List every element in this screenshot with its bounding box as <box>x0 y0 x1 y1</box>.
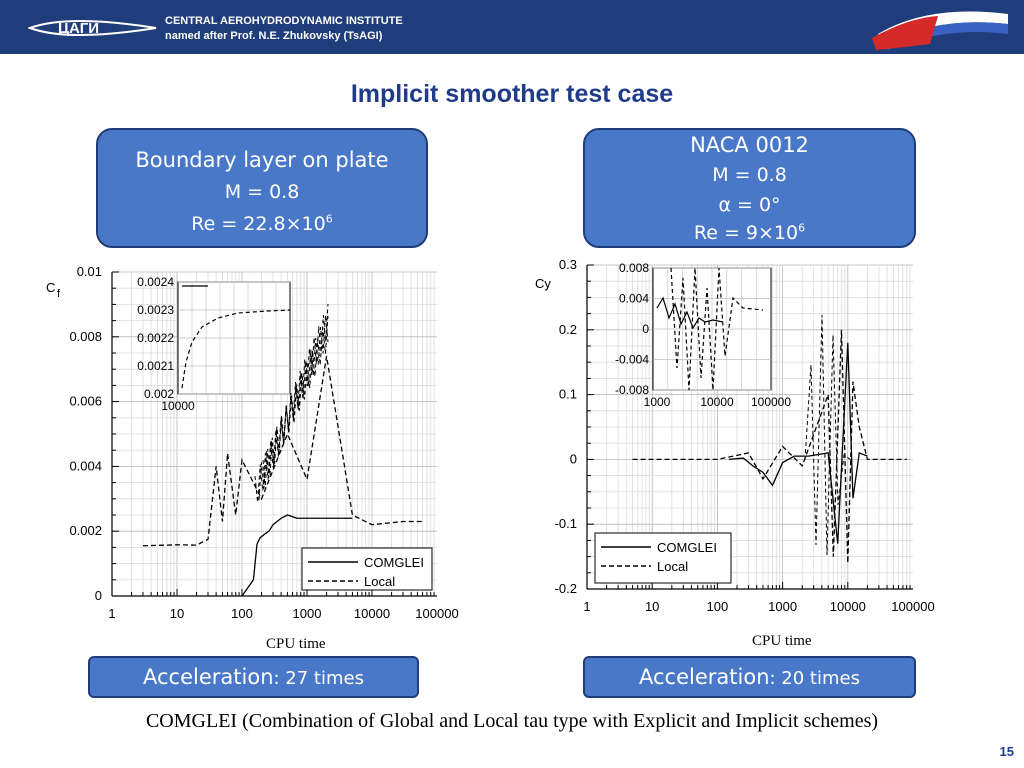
left-case-mach: M = 0.8 <box>224 181 300 203</box>
lift-coefficient-chart <box>525 255 945 630</box>
x-tick-label: 10000 <box>353 606 391 621</box>
x-tick-label: 100000 <box>415 606 459 621</box>
legend-entry: Local <box>364 574 396 589</box>
y-tick-label: -0.1 <box>554 516 577 532</box>
y-tick-label: 0.1 <box>558 386 577 402</box>
x-tick-label: 10 <box>169 606 185 621</box>
left-case-name: Boundary layer on plate <box>135 148 389 172</box>
y-tick-label: 0.002 <box>69 523 102 539</box>
right-acceleration-box <box>583 656 916 698</box>
x-tick-label: 1 <box>583 599 591 614</box>
legend-entry: COMGLEI <box>657 540 717 555</box>
legend-entry: COMGLEI <box>364 555 424 570</box>
inset-x-tick-label: 1000 <box>643 395 671 409</box>
y-tick-label: 0.01 <box>76 264 102 279</box>
right-acceleration-label: Acceleration <box>639 665 770 689</box>
x-tick-label: 100 <box>706 599 729 614</box>
institute-name <box>165 14 403 44</box>
right-case-mach: M = 0.8 <box>712 164 787 186</box>
inset-y-tick-label: 0.008 <box>618 261 649 275</box>
page-number: 15 <box>999 744 1014 759</box>
slide-title: Implicit smoother test case <box>350 80 674 108</box>
inset-x-tick-label: 100000 <box>750 395 792 409</box>
left-acceleration-label: Acceleration <box>143 665 274 689</box>
institute-line1: CENTRAL AERОHYDRODYNAMIC INSTITUTE <box>165 15 403 27</box>
skin-friction-chart <box>40 262 470 632</box>
legend-entry: Local <box>657 559 689 574</box>
x-tick-label: 100000 <box>891 599 935 614</box>
x-tick-label: 1000 <box>292 606 322 621</box>
y-tick-label: 0.2 <box>558 321 577 337</box>
institute-line2: named after Prof. N.E. Zhukovsky (TsAGI) <box>165 30 383 42</box>
y-tick-label: 0 <box>94 588 102 603</box>
y-axis-label: Cy <box>535 276 551 291</box>
inset-x-tick-label: 10000 <box>161 399 195 413</box>
logo-text: ЦАГИ <box>58 20 100 37</box>
y-tick-label: 0.3 <box>558 257 577 272</box>
inset-y-tick-label: 0 <box>642 322 649 336</box>
y-axis-label: C <box>46 280 56 295</box>
y-axis-label-subscript: f <box>57 288 61 300</box>
inset-y-tick-label: 0.0021 <box>137 359 174 373</box>
header-bar <box>0 0 1024 54</box>
left-case-box <box>96 128 428 248</box>
x-tick-label: 100 <box>231 606 253 621</box>
inset-y-tick-label: 0.0022 <box>137 331 174 345</box>
inset-y-tick-label: -0.008 <box>614 383 649 397</box>
y-tick-label: 0.006 <box>69 393 102 409</box>
right-case-alpha: α = 0° <box>718 194 781 216</box>
y-tick-label: 0 <box>569 451 577 467</box>
right-case-re: $Re = 9\times 10^6$ <box>693 221 806 244</box>
y-tick-label: 0.008 <box>69 328 102 344</box>
y-tick-label: 0.004 <box>69 458 102 474</box>
inset-y-tick-label: 0.004 <box>618 291 649 306</box>
inset-y-tick-label: 0.0024 <box>137 275 174 289</box>
left-x-axis-label: CPU time <box>266 636 326 652</box>
x-tick-label: 10000 <box>829 599 866 614</box>
inset-y-tick-label: -0.004 <box>614 352 649 367</box>
x-tick-label: 1 <box>108 606 116 621</box>
right-case-name: NACA 0012 <box>690 133 809 157</box>
tsagi-logo <box>28 14 158 42</box>
x-tick-label: 1000 <box>768 599 798 614</box>
left-case-re: $Re = 22.8\times 10^6$ <box>191 212 333 235</box>
left-acceleration-value: : 27 times <box>273 668 364 689</box>
inset-y-tick-label: 0.002 <box>143 387 174 401</box>
right-acceleration-value: : 20 times <box>769 668 860 689</box>
right-case-box <box>583 128 916 248</box>
inset-y-tick-label: 0.0023 <box>137 303 174 317</box>
right-x-axis-label: CPU time <box>752 633 812 649</box>
inset-x-tick-label: 10000 <box>700 395 734 409</box>
comglei-footnote: COMGLEI (Combination of Global and Local tau type with Explicit and Implicit schemes) <box>145 710 879 732</box>
left-acceleration-box <box>88 656 419 698</box>
x-tick-label: 10 <box>644 599 660 614</box>
russian-flag-emblem <box>868 4 1018 50</box>
y-tick-label: -0.2 <box>554 581 577 596</box>
